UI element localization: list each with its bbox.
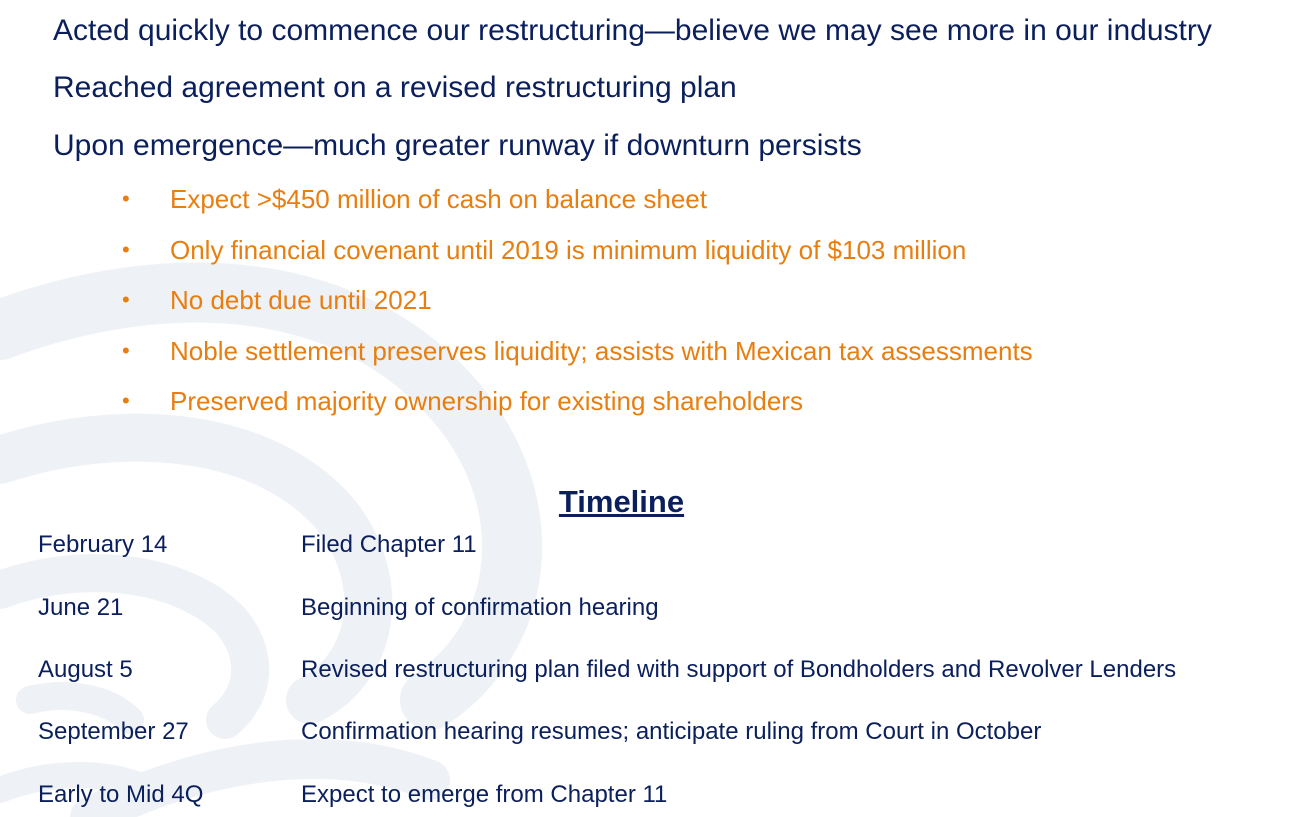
timeline-event: Expect to emerge from Chapter 11	[301, 781, 668, 808]
timeline-date: September 27	[38, 718, 189, 745]
timeline-event: Confirmation hearing resumes; anticipate ruling from Court in October	[301, 718, 1042, 745]
bullet-marker-icon: •	[122, 287, 130, 312]
bullet-marker-icon: •	[122, 388, 130, 413]
timeline-row	[0, 779, 1303, 811]
timeline-date: February 14	[38, 531, 168, 558]
timeline-event: Revised restructuring plan filed with support of Bondholders and Revolver Lenders	[301, 656, 1177, 683]
timeline-date: June 21	[38, 594, 124, 621]
bullet-marker-icon: •	[122, 338, 130, 363]
bullet-text: Expect >$450 million of cash on balance sheet	[170, 184, 707, 214]
bullet-text: No debt due until 2021	[170, 285, 432, 315]
headline-restructuring: Acted quickly to commence our restructuring—believe we may see more in our industry	[53, 14, 1212, 47]
headline-emergence: Upon emergence—much greater runway if downturn persists	[53, 129, 862, 162]
bullet-marker-icon: •	[122, 186, 130, 211]
headline-agreement: Reached agreement on a revised restructuring plan	[53, 71, 737, 104]
bullet-marker-icon: •	[122, 237, 130, 262]
timeline-row	[0, 592, 1303, 624]
timeline-row	[0, 529, 1303, 561]
bullet-text: Preserved majority ownership for existing shareholders	[170, 386, 803, 416]
timeline-row	[0, 716, 1303, 748]
timeline-event: Beginning of confirmation hearing	[301, 594, 659, 621]
timeline-row	[0, 654, 1303, 686]
bullet-text: Noble settlement preserves liquidity; assists with Mexican tax assessments	[170, 336, 1033, 366]
timeline-event: Filed Chapter 11	[301, 531, 477, 558]
timeline-heading: Timeline	[558, 484, 685, 519]
bullet-text: Only financial covenant until 2019 is minimum liquidity of $103 million	[170, 235, 967, 265]
timeline-date: Early to Mid 4Q	[38, 781, 204, 808]
timeline-date: August 5	[38, 656, 133, 683]
